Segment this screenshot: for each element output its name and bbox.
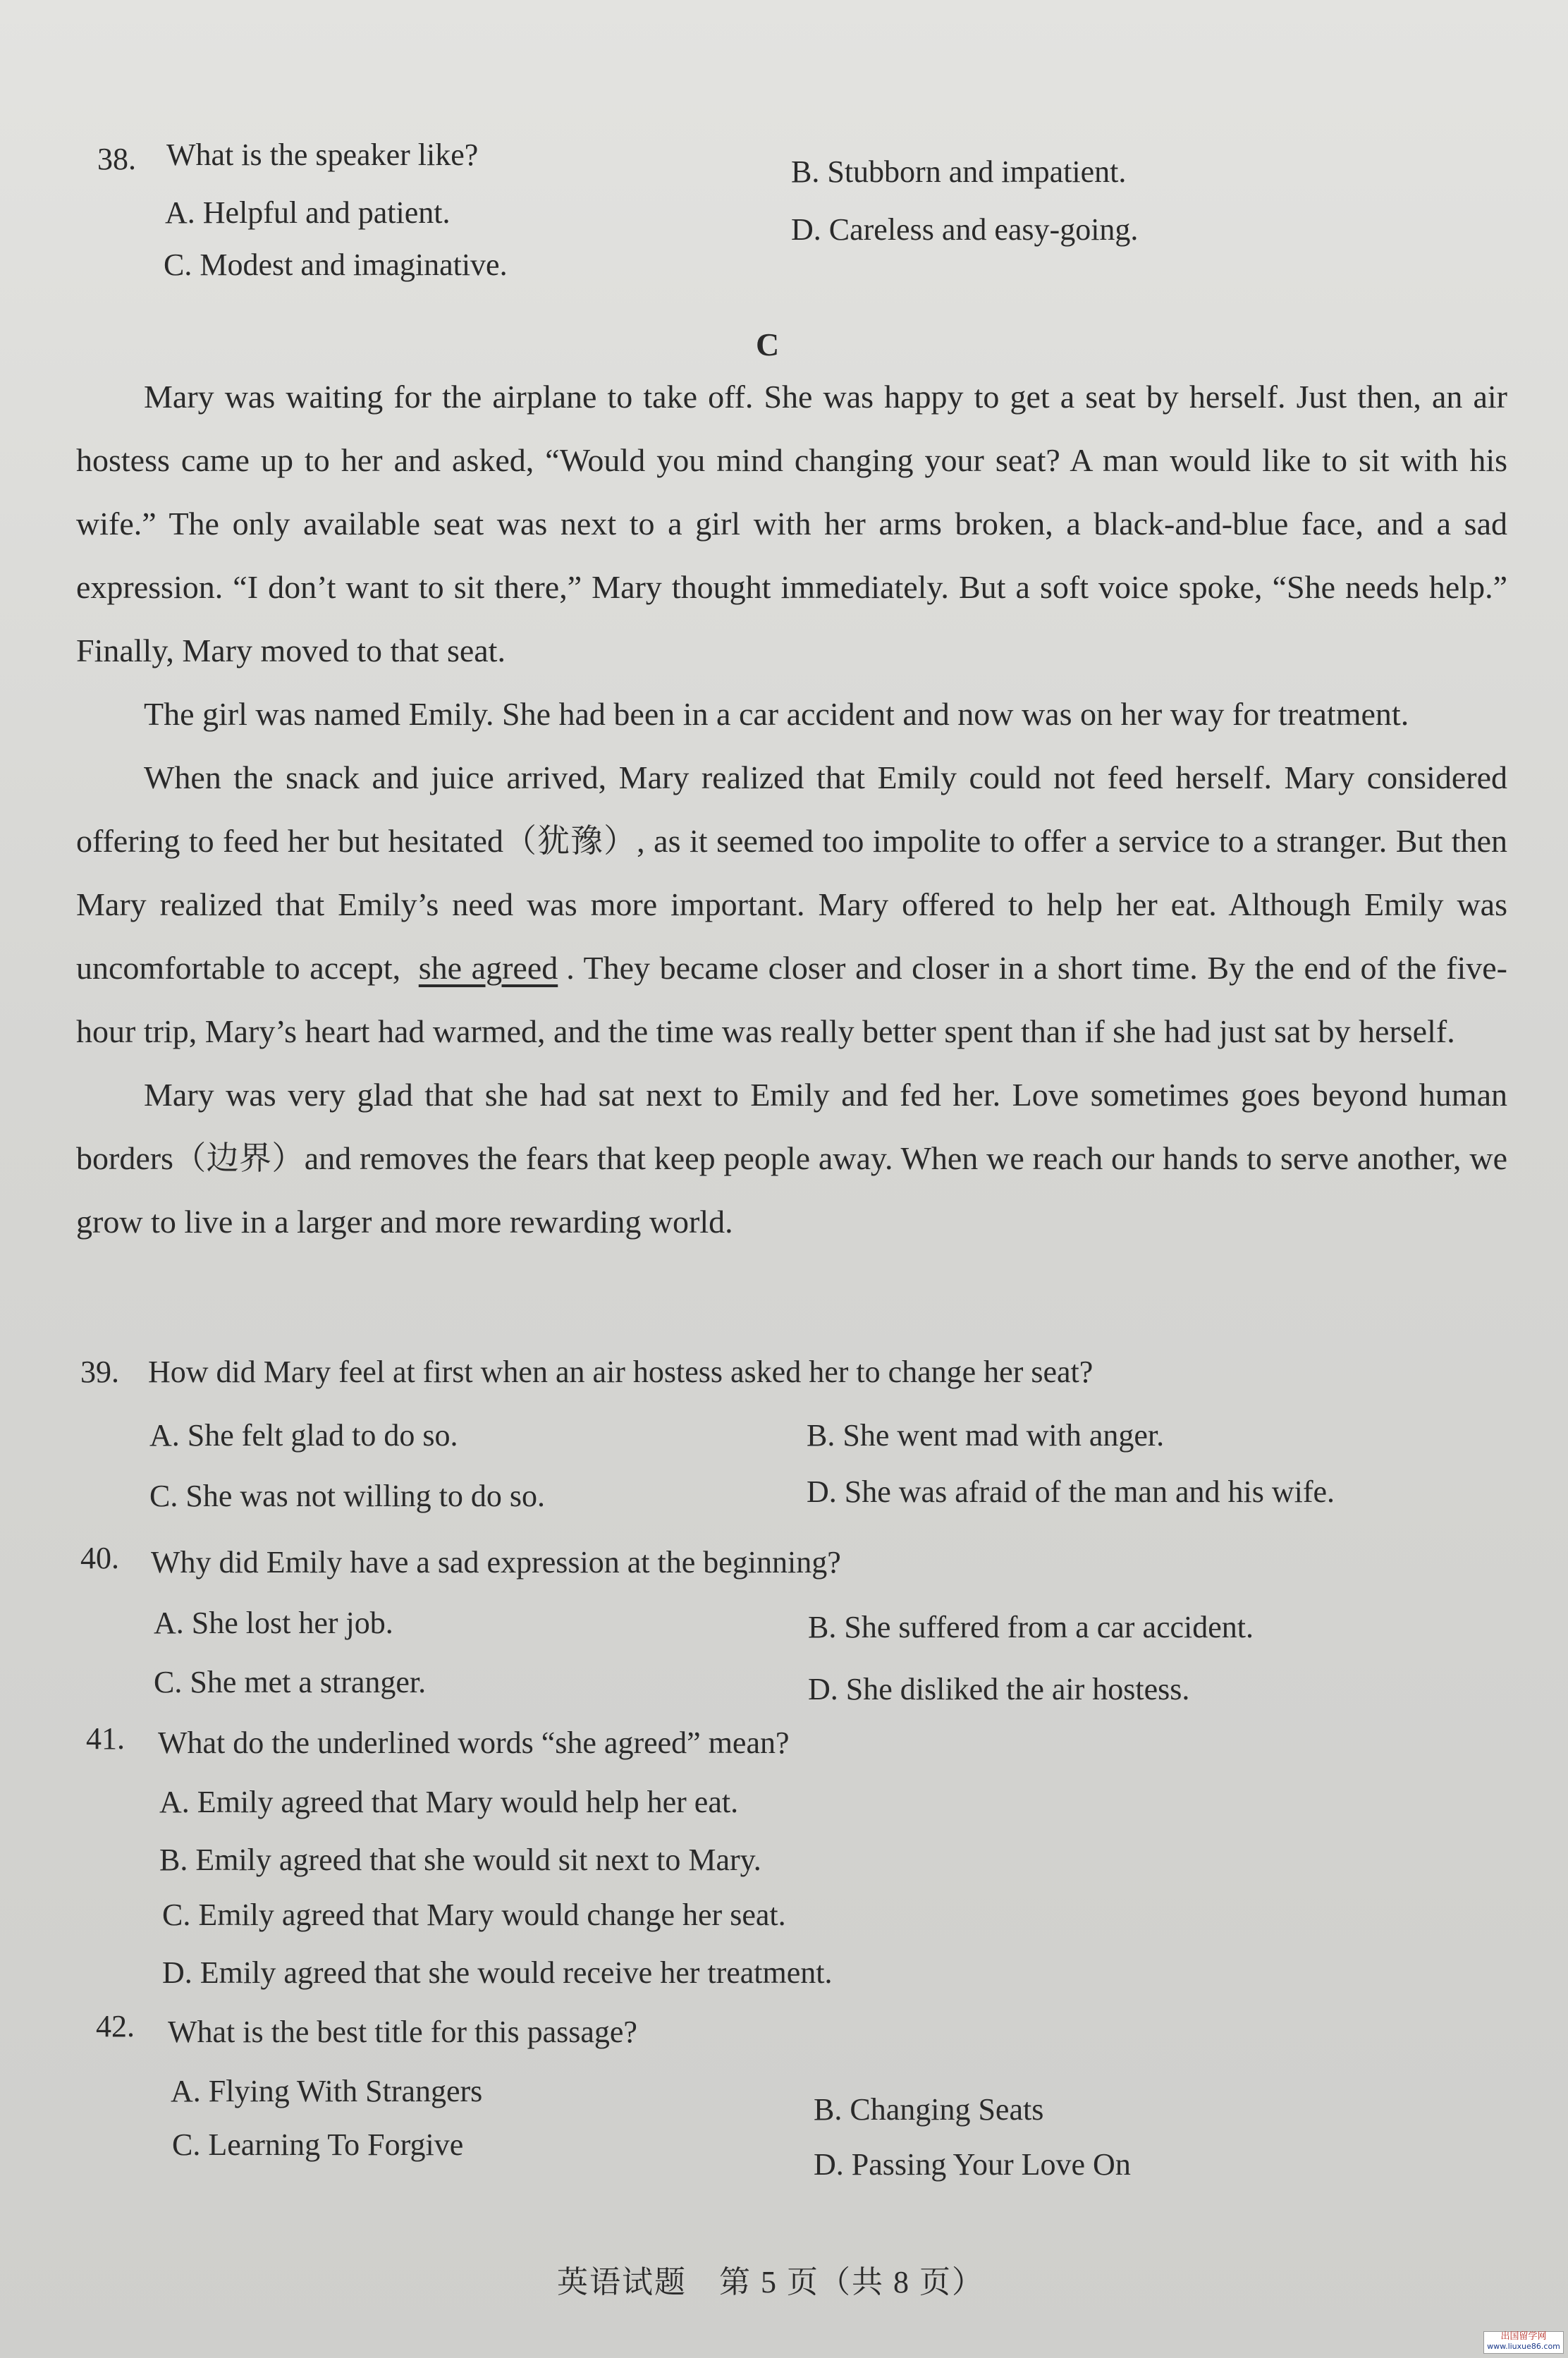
question-41-option-b: B. Emily agreed that she would sit next to Mary. <box>159 1843 761 1877</box>
question-41-option-d: D. Emily agreed that she would receive her treatment. <box>162 1955 833 1990</box>
question-42-number: 42. <box>96 2009 135 2044</box>
question-39-number: 39. <box>80 1355 119 1389</box>
passage-paragraph-1: Mary was waiting for the airplane to take off. She was happy to get a seat by herself. Just then, an air hostess came up to her and asked, “Would you mind changing your seat? A man would like to sit with his wife.” The only available seat was next to a girl with her arms broken, a black-and-blue face, and a sad expression. “I don’t want to sit there,” Mary thought immediately. But a soft voice spoke, “She needs help.” Finally, Mary moved to that seat. <box>76 379 1507 668</box>
question-39-option-c: C. She was not willing to do so. <box>149 1479 546 1513</box>
section-heading: C <box>756 326 780 362</box>
passage-paragraph-3 <box>76 746 1507 1063</box>
passage-paragraph-3-part-2: . They became closer and closer in a short time. By the end of the five-hour trip, Mary’s heart had warmed, and the time was really better spent than if she had just sat by herself. <box>76 950 1507 1049</box>
question-39-option-a: A. She felt glad to do so. <box>149 1418 458 1453</box>
question-40-option-d: D. She disliked the air hostess. <box>808 1672 1190 1706</box>
site-watermark-logo <box>1483 2331 1564 2354</box>
watermark-line-1: 出国留学网 <box>1500 2331 1547 2342</box>
question-40-option-c: C. She met a stranger. <box>154 1665 427 1699</box>
passage-paragraph-3-part-1: When the snack and juice arrived, Mary realized that Emily could not feed herself. Mary considered offering to feed her but hesitated（犹豫）, as it seemed too impolite to offer a service to a stranger. But then Mary realized that Emily’s need was more important. Mary offered to help her eat. Although Emily was uncomfortable to accept, <box>76 759 1507 986</box>
question-42-stem: What is the best title for this passage? <box>168 2015 637 2049</box>
question-40-stem: Why did Emily have a sad expression at the beginning? <box>151 1545 841 1580</box>
question-38-option-c: C. Modest and imaginative. <box>164 248 508 282</box>
question-39-stem: How did Mary feel at first when an air hostess asked her to change her seat? <box>148 1355 1094 1389</box>
question-40-number: 40. <box>80 1541 119 1575</box>
question-42-option-d: D. Passing Your Love On <box>814 2147 1131 2182</box>
question-40-option-a: A. She lost her job. <box>154 1606 393 1640</box>
passage-paragraph-2: The girl was named Emily. She had been in a car accident and now was on her way for treatment. <box>144 696 1409 732</box>
question-41-stem: What do the underlined words “she agreed” mean? <box>158 1725 790 1760</box>
question-40-option-b: B. She suffered from a car accident. <box>808 1610 1254 1644</box>
question-38-option-d: D. Careless and easy-going. <box>791 212 1139 247</box>
reading-passage <box>76 365 1507 1254</box>
question-42-option-c: C. Learning To Forgive <box>172 2127 464 2162</box>
question-42-option-b: B. Changing Seats <box>814 2092 1044 2127</box>
passage-paragraph-4: Mary was very glad that she had sat next to Emily and fed her. Love sometimes goes beyond human borders（边界）and removes the fears that keep people away. When we reach our hands to serve another, we grow to live in a larger and more rewarding world. <box>76 1077 1507 1240</box>
watermark-line-2: www.liuxue86.com <box>1487 2342 1560 2351</box>
question-41-option-a: A. Emily agreed that Mary would help her eat. <box>159 1785 739 1819</box>
question-42-option-a: A. Flying With Strangers <box>171 2074 483 2108</box>
question-38-option-a: A. Helpful and patient. <box>165 195 451 230</box>
underlined-phrase: she agreed <box>418 950 558 986</box>
question-38-option-b: B. Stubborn and impatient. <box>791 154 1127 189</box>
question-39-option-b: B. She went mad with anger. <box>807 1418 1165 1453</box>
question-38-stem: What is the speaker like? <box>166 138 479 172</box>
question-41-number: 41. <box>86 1721 125 1756</box>
question-39-option-d: D. She was afraid of the man and his wife. <box>807 1474 1335 1509</box>
question-38-number: 38. <box>97 142 136 176</box>
page-footer: 英语试题 第 5 页（共 8 页） <box>557 2265 984 2299</box>
question-41-option-c: C. Emily agreed that Mary would change her seat. <box>162 1898 786 1932</box>
